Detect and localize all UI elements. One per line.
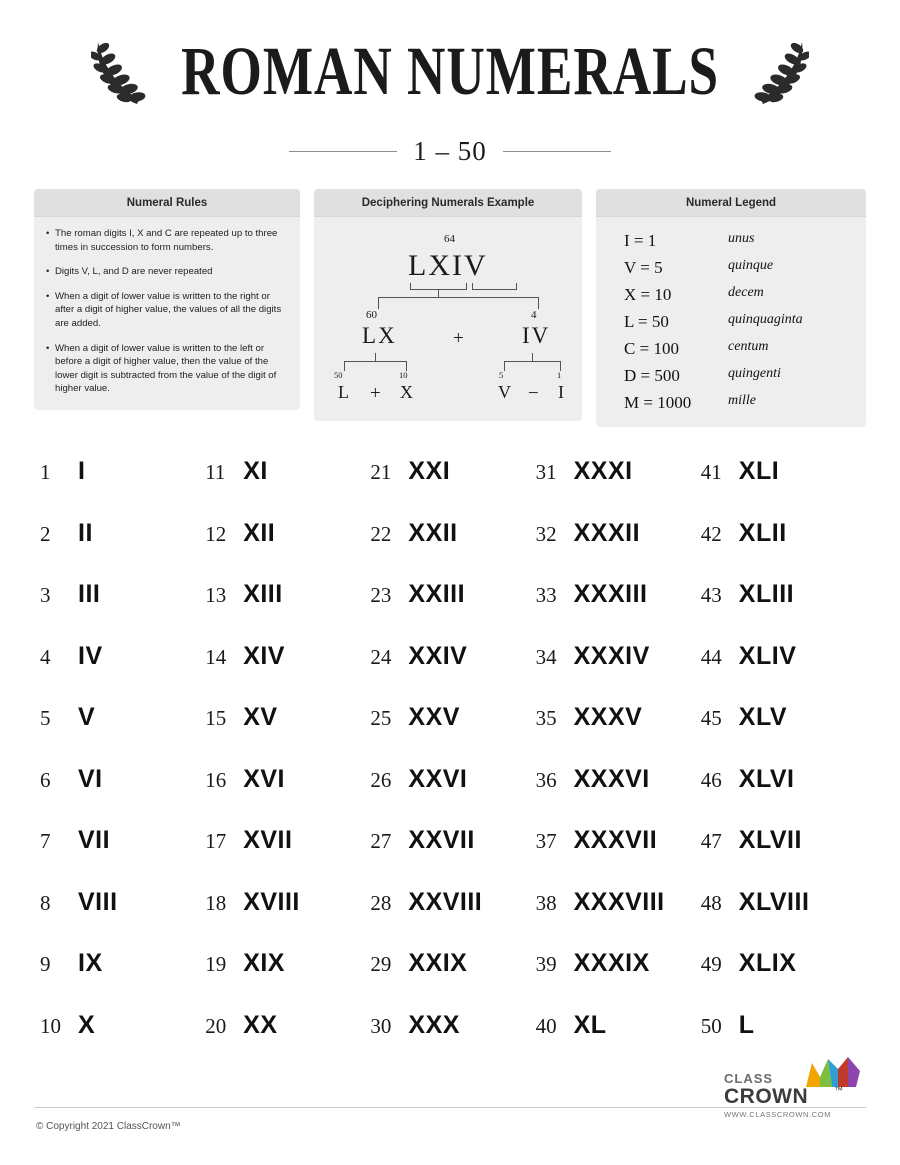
example-right-value: 4 <box>531 309 537 321</box>
numeral-row <box>536 826 701 888</box>
numeral-roman: XVII <box>243 826 293 854</box>
numeral-roman: XI <box>243 457 268 485</box>
page-subtitle: 1 – 50 <box>413 136 487 166</box>
numeral-row <box>701 703 866 765</box>
example-connector-left-stem <box>375 353 376 362</box>
example-right-part-b-value: 1 <box>557 370 562 380</box>
numeral-row <box>701 457 866 519</box>
numeral-roman: VI <box>78 764 103 793</box>
panel-numeral-legend <box>596 189 866 427</box>
numerals-column <box>701 457 866 1072</box>
logo-crown-text: CROWN <box>724 1085 809 1108</box>
numerals-column <box>370 457 535 1072</box>
numeral-roman: XXXII <box>573 518 641 547</box>
legend-symbol: I = 1 <box>624 231 657 250</box>
numeral-decimal: 47 <box>700 829 722 853</box>
numeral-decimal: 43 <box>700 583 722 607</box>
example-left-part-b: X <box>400 382 414 402</box>
numeral-decimal: 6 <box>40 767 51 792</box>
numeral-roman: XVIII <box>243 887 300 916</box>
rule-item <box>46 290 288 331</box>
numeral-row <box>205 1011 370 1073</box>
numeral-row <box>205 703 370 765</box>
bullet-icon: • <box>46 342 50 354</box>
example-left-value: 60 <box>366 309 378 321</box>
numeral-roman: XLV <box>738 703 788 731</box>
numeral-decimal: 35 <box>535 706 557 730</box>
numeral-decimal: 34 <box>535 644 557 669</box>
numeral-row <box>536 1011 701 1073</box>
numeral-decimal: 25 <box>370 706 392 730</box>
numeral-row <box>40 457 205 519</box>
numeral-roman: V <box>78 703 96 731</box>
example-left-part-a: L <box>338 382 350 402</box>
numeral-row <box>701 765 866 827</box>
numeral-decimal: 10 <box>40 1013 61 1038</box>
numeral-row <box>205 765 370 827</box>
numeral-decimal: 20 <box>205 1013 227 1038</box>
legend-symbol: D = 500 <box>624 366 680 385</box>
numeral-roman: XXXVI <box>573 764 650 793</box>
rule-text: When a digit of lower value is written to the left or before a digit of higher value, then the value of the lower digit is subtracted from the value of the digit of higher value. <box>55 342 277 395</box>
example-bracket-right-tick-b <box>516 283 517 290</box>
numeral-row <box>370 519 535 581</box>
panel-example-body <box>314 217 582 421</box>
example-connector-right-drop-a <box>504 361 505 371</box>
panel-rules-heading: Numeral Rules <box>34 189 300 217</box>
example-right-part-a: V <box>498 382 512 402</box>
example-connector-right-stem <box>532 353 533 362</box>
panel-example-heading: Deciphering Numerals Example <box>314 189 582 217</box>
numeral-roman: XLVIII <box>738 887 810 916</box>
numeral-row <box>205 826 370 888</box>
rule-text: The roman digits I, X and C are repeated up to three times in succession to form numbers. <box>55 228 278 253</box>
example-numeral: LXIV <box>408 249 488 282</box>
numeral-roman: XV <box>243 703 278 731</box>
numeral-roman: XXXI <box>573 457 633 485</box>
example-bracket-right <box>472 289 516 290</box>
numeral-decimal: 8 <box>40 890 51 915</box>
rule-item <box>46 227 288 254</box>
legend-symbol: V = 5 <box>624 258 663 277</box>
rule-item <box>46 342 288 396</box>
numeral-row <box>701 642 866 704</box>
numeral-roman: XLI <box>738 457 780 485</box>
numeral-row <box>536 457 701 519</box>
numeral-decimal: 18 <box>205 890 227 915</box>
numeral-decimal: 31 <box>535 460 557 484</box>
numeral-row <box>40 703 205 765</box>
numeral-decimal: 9 <box>40 952 51 976</box>
numeral-decimal: 13 <box>205 583 227 607</box>
laurel-branch-right-icon <box>753 34 809 110</box>
numeral-decimal: 26 <box>370 767 392 792</box>
bullet-icon: • <box>46 228 50 239</box>
numeral-row <box>536 949 701 1011</box>
numeral-roman: XXX <box>408 1010 460 1039</box>
numeral-decimal: 7 <box>40 829 51 853</box>
numeral-row <box>536 888 701 950</box>
example-diagram <box>326 227 570 409</box>
numeral-decimal: 46 <box>700 767 722 792</box>
numeral-roman: XXVII <box>408 826 475 854</box>
legend-symbol: C = 100 <box>624 339 679 358</box>
numeral-decimal: 3 <box>40 583 51 607</box>
numeral-roman: III <box>78 580 101 608</box>
numeral-row <box>40 642 205 704</box>
numeral-decimal: 30 <box>370 1013 392 1038</box>
example-left-part-a-value: 50 <box>334 370 343 380</box>
numeral-roman: XXXIX <box>573 949 650 977</box>
legend-word: quingenti <box>728 366 781 381</box>
numeral-decimal: 17 <box>205 829 227 853</box>
numeral-decimal: 24 <box>370 644 392 669</box>
numeral-decimal: 28 <box>370 890 392 915</box>
numeral-roman: VIII <box>78 887 118 916</box>
numeral-decimal: 39 <box>535 952 557 976</box>
numerals-column <box>40 457 205 1072</box>
numeral-row <box>40 1011 205 1073</box>
numeral-roman: XLII <box>738 518 787 547</box>
numeral-roman: XXIX <box>408 949 468 977</box>
crown-icon <box>804 1055 862 1094</box>
numeral-row <box>205 642 370 704</box>
numerals-column <box>536 457 701 1072</box>
logo-website-url: WWW.CLASSCROWN.COM <box>724 1110 832 1119</box>
numeral-decimal: 1 <box>40 460 51 484</box>
numeral-row <box>40 826 205 888</box>
divider-right <box>503 151 611 152</box>
numeral-roman: IV <box>78 641 103 670</box>
example-right-numeral: IV <box>522 323 551 348</box>
divider-left <box>289 151 397 152</box>
example-right-operator: − <box>528 383 539 404</box>
info-panels <box>0 189 900 427</box>
numeral-decimal: 4 <box>40 644 51 669</box>
numeral-roman: XLIV <box>738 641 797 670</box>
numeral-roman: XXIV <box>408 641 468 670</box>
logo-trademark: ™ <box>834 1085 843 1095</box>
legend-word: centum <box>728 339 769 354</box>
numeral-row <box>40 765 205 827</box>
example-connector-top-right-drop <box>538 297 539 309</box>
numeral-row <box>701 826 866 888</box>
numeral-row <box>370 888 535 950</box>
panel-rules-body <box>34 217 300 410</box>
panel-numeral-rules <box>34 189 300 410</box>
numeral-decimal: 33 <box>535 583 557 607</box>
numeral-decimal: 27 <box>370 829 392 853</box>
numeral-row <box>40 949 205 1011</box>
numeral-roman: XLVI <box>738 764 795 793</box>
panel-legend-body <box>596 217 866 427</box>
numeral-decimal: 16 <box>205 767 227 792</box>
bullet-icon: • <box>46 266 50 278</box>
numeral-decimal: 48 <box>700 890 722 915</box>
example-right-part-a-value: 5 <box>499 370 504 380</box>
numeral-row <box>40 519 205 581</box>
numeral-decimal: 42 <box>700 521 722 546</box>
numeral-roman: XXXIII <box>573 580 648 608</box>
numeral-row <box>536 703 701 765</box>
example-connector-top-stem <box>438 289 439 298</box>
numeral-decimal: 2 <box>40 521 51 546</box>
numeral-roman: VII <box>78 826 111 854</box>
legend-symbol: L = 50 <box>624 312 669 331</box>
numeral-row <box>205 457 370 519</box>
page-title: ROMAN NUMERALS <box>181 34 719 110</box>
numeral-row <box>370 642 535 704</box>
example-top-operator: + <box>453 328 464 349</box>
numeral-roman: XXV <box>408 703 460 731</box>
numeral-decimal: 11 <box>205 460 226 484</box>
numeral-row <box>701 949 866 1011</box>
numeral-roman: II <box>78 518 93 547</box>
example-left-part-b-value: 10 <box>399 370 408 380</box>
numeral-roman: I <box>78 457 86 485</box>
legend-grid <box>608 227 854 415</box>
numeral-decimal: 5 <box>40 706 51 730</box>
numeral-row <box>370 580 535 642</box>
example-connector-left-drop-a <box>344 361 345 371</box>
rule-item <box>46 265 288 279</box>
numeral-roman: XIII <box>243 580 283 608</box>
numeral-roman: XXVI <box>408 764 468 793</box>
numeral-roman: XLIX <box>738 949 797 977</box>
legend-symbol: M = 1000 <box>624 393 692 412</box>
numeral-row <box>40 580 205 642</box>
numeral-roman: XLIII <box>738 580 795 608</box>
example-connector-top-left-drop <box>378 297 379 309</box>
example-left-numeral: LX <box>362 323 397 348</box>
numeral-decimal: 14 <box>205 644 227 669</box>
legend-word: quinquaginta <box>728 312 803 327</box>
numeral-row <box>370 949 535 1011</box>
example-bracket-right-tick-a <box>472 283 473 290</box>
numeral-row <box>40 888 205 950</box>
numeral-row <box>536 519 701 581</box>
numeral-roman: IX <box>78 949 103 977</box>
numeral-decimal: 45 <box>700 706 722 730</box>
numeral-decimal: 29 <box>370 952 392 976</box>
panel-deciphering-example <box>314 189 582 421</box>
numeral-row <box>205 519 370 581</box>
panel-legend-heading: Numeral Legend <box>596 189 866 217</box>
numeral-roman: XIX <box>243 949 285 977</box>
numeral-row <box>701 580 866 642</box>
numeral-decimal: 41 <box>700 460 722 484</box>
numeral-row <box>370 765 535 827</box>
numeral-decimal: 37 <box>535 829 557 853</box>
rule-text: Digits V, L, and D are never repeated <box>55 266 213 278</box>
rule-text: When a digit of lower value is written to the right or after a digit of higher value, the values of all the digits are added. <box>55 290 282 330</box>
numeral-row <box>536 765 701 827</box>
legend-symbol: X = 10 <box>624 285 672 304</box>
numeral-roman: XII <box>243 518 276 547</box>
numeral-row <box>536 642 701 704</box>
numeral-decimal: 12 <box>205 521 227 546</box>
numeral-roman: XXI <box>408 457 451 485</box>
numeral-roman: XXIII <box>408 580 466 608</box>
numeral-decimal: 22 <box>370 521 392 546</box>
numeral-row <box>701 888 866 950</box>
numeral-row <box>370 1011 535 1073</box>
numeral-decimal: 21 <box>370 460 392 484</box>
laurel-branch-left-icon <box>91 34 147 110</box>
page-footer <box>0 1071 900 1165</box>
numeral-roman: XXXVIII <box>573 887 665 916</box>
numeral-decimal: 36 <box>535 767 557 792</box>
logo-class-text: CLASS <box>724 1071 774 1086</box>
example-connector-top <box>378 297 538 298</box>
numeral-roman: XIV <box>243 641 285 670</box>
example-bracket-left-tick-a <box>410 283 411 290</box>
bullet-icon: • <box>46 290 50 302</box>
numeral-decimal: 32 <box>535 521 557 546</box>
numeral-row <box>701 519 866 581</box>
numeral-roman: XVI <box>243 764 285 793</box>
numeral-roman: X <box>78 1010 96 1039</box>
numeral-row <box>205 949 370 1011</box>
numeral-row <box>370 826 535 888</box>
example-bracket-left-tick-b <box>466 283 467 290</box>
example-total: 64 <box>444 233 456 245</box>
subtitle-row <box>0 136 900 167</box>
numeral-row <box>205 888 370 950</box>
numeral-row <box>370 703 535 765</box>
numerals-column <box>205 457 370 1072</box>
numeral-roman: XLVII <box>738 826 802 854</box>
numeral-row <box>205 580 370 642</box>
numeral-decimal: 40 <box>535 1013 557 1038</box>
numeral-decimal: 49 <box>700 952 722 976</box>
numeral-decimal: 15 <box>205 706 227 730</box>
numeral-decimal: 50 <box>700 1013 722 1038</box>
numeral-row <box>536 580 701 642</box>
legend-word: unus <box>728 231 755 246</box>
numeral-roman: XL <box>573 1010 607 1039</box>
example-left-operator: + <box>370 383 381 404</box>
numeral-roman: XXII <box>408 518 458 547</box>
numeral-decimal: 44 <box>700 644 722 669</box>
numeral-row <box>370 457 535 519</box>
numeral-roman: XX <box>243 1010 278 1039</box>
numeral-decimal: 19 <box>205 952 227 976</box>
numeral-decimal: 23 <box>370 583 392 607</box>
legend-word: mille <box>728 393 757 408</box>
numeral-roman: XXVIII <box>408 887 483 916</box>
numeral-roman: XXXVII <box>573 826 658 854</box>
page-header <box>0 0 900 167</box>
example-right-part-b: I <box>558 382 565 402</box>
copyright-text: © Copyright 2021 ClassCrown™ <box>36 1121 181 1132</box>
legend-word: quinque <box>728 258 774 273</box>
title-row <box>0 34 900 110</box>
numeral-roman: L <box>738 1010 755 1039</box>
numeral-roman: XXXIV <box>573 641 650 670</box>
numeral-roman: XXXV <box>573 703 643 731</box>
numeral-decimal: 38 <box>535 890 557 915</box>
legend-word: decem <box>728 285 764 300</box>
numerals-table <box>0 437 900 1072</box>
